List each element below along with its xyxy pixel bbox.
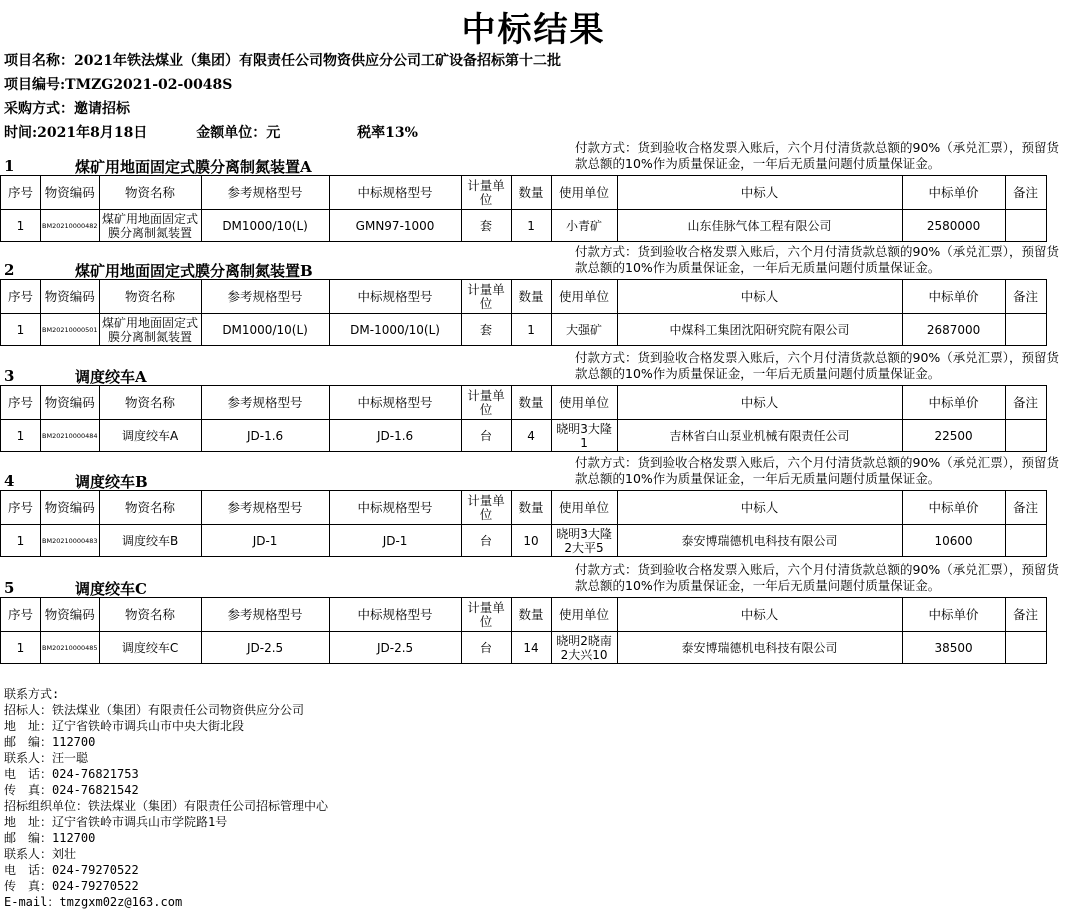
header-ref-spec: 参考规格型号 [201, 280, 329, 314]
cell-name: 煤矿用地面固定式膜分离制氮装置 [99, 210, 201, 242]
payment-note: 付款方式：货到验收合格发票入账后，六个月付清货款总额的90%（承兑汇票），预留货款总额的10%作为质量保证金，一年后无质量问题付质量保证金。 [575, 350, 1060, 381]
header-seq: 序号 [1, 386, 41, 420]
cell-winner: 泰安博瑞德机电科技有限公司 [617, 525, 902, 557]
header-price: 中标单价 [902, 280, 1005, 314]
cell-name: 煤矿用地面固定式膜分离制氮装置 [99, 314, 201, 346]
table-header-row [1, 386, 1047, 420]
cell-unit: 套 [461, 314, 511, 346]
contact-line: 电 话：024-76821753 [4, 767, 139, 781]
cell-ref-spec: DM1000/10(L) [201, 314, 329, 346]
procurement-method: 采购方式：邀请招标 [4, 101, 130, 117]
section-5 [0, 562, 1067, 664]
cell-price: 22500 [902, 420, 1005, 452]
header-price: 中标单价 [902, 386, 1005, 420]
cell-seq: 1 [1, 525, 41, 557]
cell-ref-spec: JD-1 [201, 525, 329, 557]
payment-note: 付款方式：货到验收合格发票入账后，六个月付清货款总额的90%（承兑汇票），预留货款总额的10%作为质量保证金，一年后无质量问题付质量保证金。 [575, 140, 1060, 171]
header-user: 使用单位 [551, 280, 617, 314]
items-table [0, 385, 1047, 452]
header-qty: 数量 [511, 491, 551, 525]
contact-line: 联系人：汪一聪 [4, 751, 89, 765]
header-seq: 序号 [1, 598, 41, 632]
cell-winner: 泰安博瑞德机电科技有限公司 [617, 632, 902, 664]
section-title: 调度绞车A [75, 368, 147, 386]
cell-price: 2687000 [902, 314, 1005, 346]
payment-note: 付款方式：货到验收合格发票入账后，六个月付清货款总额的90%（承兑汇票），预留货款总额的10%作为质量保证金，一年后无质量问题付质量保证金。 [575, 562, 1060, 593]
header-qty: 数量 [511, 176, 551, 210]
header-seq: 序号 [1, 280, 41, 314]
cell-win-spec: JD-1.6 [329, 420, 461, 452]
contact-line: E-mail：tmzgxm02z@163.com [4, 895, 183, 909]
header-win-spec: 中标规格型号 [329, 491, 461, 525]
contact-line: 联系人：刘壮 [4, 847, 77, 861]
cell-win-spec: GMN97-1000 [329, 210, 461, 242]
header-remark: 备注 [1005, 386, 1046, 420]
header-code: 物资编码 [41, 598, 100, 632]
cell-code: BM20210000485 [41, 632, 100, 664]
table-header-row [1, 176, 1047, 210]
section-number: 4 [4, 472, 15, 490]
header-unit: 计量单位 [461, 491, 511, 525]
section-title: 调度绞车C [75, 580, 147, 598]
section-3 [0, 350, 1067, 452]
contact-line: 传 真：024-76821542 [4, 783, 139, 797]
header-winner: 中标人 [617, 386, 902, 420]
header-ref-spec: 参考规格型号 [201, 386, 329, 420]
cell-winner: 山东佳脉气体工程有限公司 [617, 210, 902, 242]
cell-user: 晓明3大隆2大平5 [551, 525, 617, 557]
date-text: 时间:2021年8月18日 [4, 125, 148, 141]
contact-line: 地 址：辽宁省铁岭市调兵山市中央大街北段 [4, 719, 245, 733]
cell-remark [1005, 314, 1046, 346]
header-price: 中标单价 [902, 598, 1005, 632]
header-seq: 序号 [1, 491, 41, 525]
cell-code: BM20210000482 [41, 210, 100, 242]
cell-qty: 14 [511, 632, 551, 664]
cell-win-spec: JD-1 [329, 525, 461, 557]
header-winner: 中标人 [617, 598, 902, 632]
cell-seq: 1 [1, 314, 41, 346]
cell-code: BM20210000483 [41, 525, 100, 557]
section-4 [0, 455, 1067, 557]
header-unit: 计量单位 [461, 176, 511, 210]
header-name: 物资名称 [99, 386, 201, 420]
section-number: 5 [4, 579, 15, 597]
project-name: 项目名称：2021年铁法煤业（集团）有限责任公司物资供应分公司工矿设备招标第十二批 [4, 53, 561, 69]
header-win-spec: 中标规格型号 [329, 176, 461, 210]
cell-remark [1005, 632, 1046, 664]
cell-seq: 1 [1, 210, 41, 242]
section-number: 3 [4, 367, 15, 385]
header-code: 物资编码 [41, 386, 100, 420]
header-seq: 序号 [1, 176, 41, 210]
cell-unit: 台 [461, 525, 511, 557]
header-winner: 中标人 [617, 176, 902, 210]
items-table [0, 597, 1047, 664]
cell-win-spec: JD-2.5 [329, 632, 461, 664]
cell-code: BM20210000501 [41, 314, 100, 346]
header-name: 物资名称 [99, 280, 201, 314]
cell-seq: 1 [1, 632, 41, 664]
header-code: 物资编码 [41, 280, 100, 314]
table-row [1, 632, 1047, 664]
header-remark: 备注 [1005, 491, 1046, 525]
cell-unit: 台 [461, 420, 511, 452]
page-title: 中标结果 [461, 10, 606, 50]
contact-line: 联系方式: [4, 687, 60, 701]
header-ref-spec: 参考规格型号 [201, 598, 329, 632]
header-unit: 计量单位 [461, 280, 511, 314]
table-header-row [1, 598, 1047, 632]
table-row [1, 314, 1047, 346]
header-price: 中标单价 [902, 491, 1005, 525]
contact-line: 邮 编：112700 [4, 831, 96, 845]
section-2 [0, 244, 1067, 346]
tax-rate: 税率13% [357, 125, 418, 141]
contact-line: 电 话：024-79270522 [4, 863, 139, 877]
cell-user: 晓明2晓南2大兴10 [551, 632, 617, 664]
header-unit: 计量单位 [461, 598, 511, 632]
cell-price: 2580000 [902, 210, 1005, 242]
contact-block [4, 686, 328, 910]
cell-remark [1005, 525, 1046, 557]
header-winner: 中标人 [617, 280, 902, 314]
payment-note: 付款方式：货到验收合格发票入账后，六个月付清货款总额的90%（承兑汇票），预留货款总额的10%作为质量保证金，一年后无质量问题付质量保证金。 [575, 244, 1060, 275]
header-user: 使用单位 [551, 386, 617, 420]
header-remark: 备注 [1005, 598, 1046, 632]
cell-ref-spec: DM1000/10(L) [201, 210, 329, 242]
header-win-spec: 中标规格型号 [329, 280, 461, 314]
contact-line: 邮 编：112700 [4, 735, 96, 749]
cell-qty: 1 [511, 210, 551, 242]
header-qty: 数量 [511, 280, 551, 314]
section-1 [0, 140, 1067, 242]
header-code: 物资编码 [41, 491, 100, 525]
section-number: 2 [4, 261, 15, 279]
cell-ref-spec: JD-1.6 [201, 420, 329, 452]
table-header-row [1, 491, 1047, 525]
meta-line [4, 122, 418, 142]
header-remark: 备注 [1005, 176, 1046, 210]
cell-name: 调度绞车C [99, 632, 201, 664]
table-header-row [1, 280, 1047, 314]
header-win-spec: 中标规格型号 [329, 598, 461, 632]
cell-ref-spec: JD-2.5 [201, 632, 329, 664]
header-win-spec: 中标规格型号 [329, 386, 461, 420]
cell-seq: 1 [1, 420, 41, 452]
cell-winner: 吉林省白山泵业机械有限责任公司 [617, 420, 902, 452]
payment-note: 付款方式：货到验收合格发票入账后，六个月付清货款总额的90%（承兑汇票），预留货款总额的10%作为质量保证金，一年后无质量问题付质量保证金。 [575, 455, 1060, 486]
contact-line: 招标组织单位：铁法煤业（集团）有限责任公司招标管理中心 [4, 799, 329, 813]
cell-user: 晓明3大隆1 [551, 420, 617, 452]
section-title: 煤矿用地面固定式膜分离制氮装置A [75, 158, 312, 176]
cell-qty: 4 [511, 420, 551, 452]
cell-unit: 台 [461, 632, 511, 664]
contact-line: 招标人：铁法煤业（集团）有限责任公司物资供应分公司 [4, 703, 305, 717]
section-title: 调度绞车B [75, 473, 148, 491]
header-unit: 计量单位 [461, 386, 511, 420]
header-name: 物资名称 [99, 491, 201, 525]
header-qty: 数量 [511, 598, 551, 632]
cell-user: 大强矿 [551, 314, 617, 346]
cell-user: 小青矿 [551, 210, 617, 242]
header-name: 物资名称 [99, 176, 201, 210]
header-ref-spec: 参考规格型号 [201, 176, 329, 210]
items-table [0, 175, 1047, 242]
cell-qty: 10 [511, 525, 551, 557]
items-table [0, 279, 1047, 346]
contact-line: 传 真：024-79270522 [4, 879, 139, 893]
header-ref-spec: 参考规格型号 [201, 491, 329, 525]
cell-name: 调度绞车B [99, 525, 201, 557]
header-name: 物资名称 [99, 598, 201, 632]
cell-name: 调度绞车A [99, 420, 201, 452]
items-table [0, 490, 1047, 557]
header-code: 物资编码 [41, 176, 100, 210]
cell-unit: 套 [461, 210, 511, 242]
header-user: 使用单位 [551, 491, 617, 525]
section-number: 1 [4, 157, 15, 175]
cell-win-spec: DM-1000/10(L) [329, 314, 461, 346]
section-title: 煤矿用地面固定式膜分离制氮装置B [75, 262, 313, 280]
cell-remark [1005, 420, 1046, 452]
cell-price: 10600 [902, 525, 1005, 557]
table-row [1, 525, 1047, 557]
header-qty: 数量 [511, 386, 551, 420]
header-remark: 备注 [1005, 280, 1046, 314]
table-row [1, 420, 1047, 452]
header-price: 中标单价 [902, 176, 1005, 210]
cell-code: BM20210000484 [41, 420, 100, 452]
cell-remark [1005, 210, 1046, 242]
header-user: 使用单位 [551, 598, 617, 632]
currency-unit: 金额单位：元 [196, 125, 281, 141]
cell-winner: 中煤科工集团沈阳研究院有限公司 [617, 314, 902, 346]
header-user: 使用单位 [551, 176, 617, 210]
contact-line: 地 址：辽宁省铁岭市调兵山市学院路1号 [4, 815, 228, 829]
cell-qty: 1 [511, 314, 551, 346]
project-number: 项目编号:TMZG2021-02-0048S [4, 77, 233, 93]
cell-price: 38500 [902, 632, 1005, 664]
header-winner: 中标人 [617, 491, 902, 525]
table-row [1, 210, 1047, 242]
